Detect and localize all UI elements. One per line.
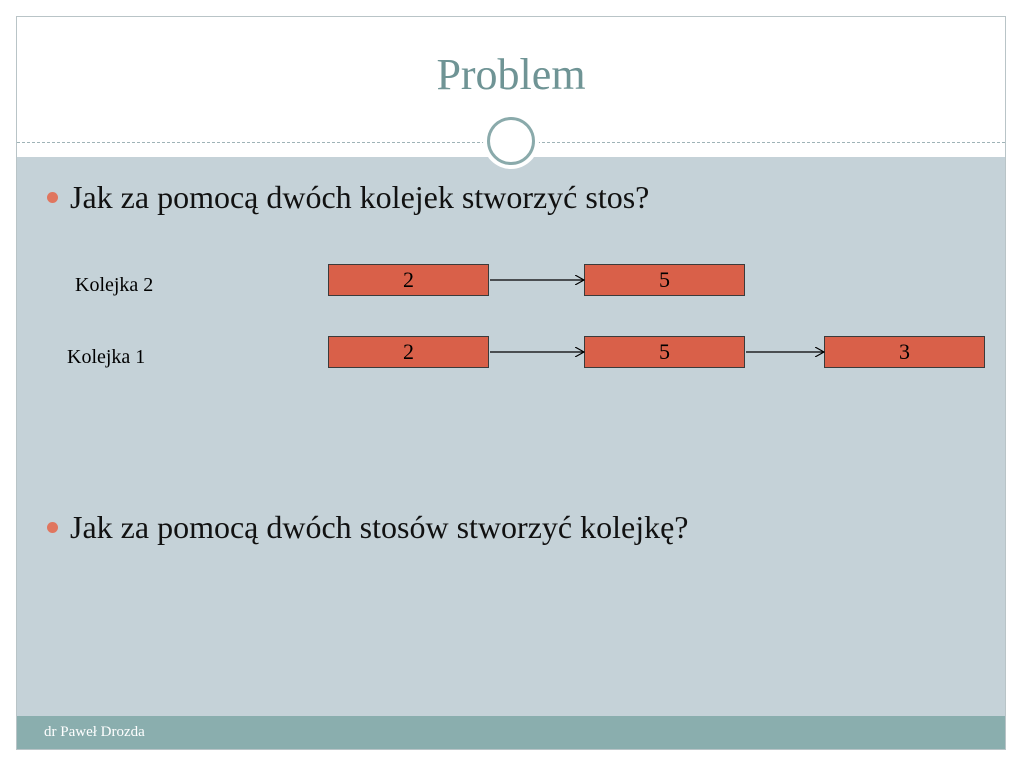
queue-1-node: 2 <box>328 336 489 368</box>
queue-1-node: 3 <box>824 336 985 368</box>
queue-label-kolejka-2: Kolejka 2 <box>75 274 154 296</box>
slide <box>16 16 1006 750</box>
content-area <box>17 157 1005 716</box>
circle-ornament-ring <box>487 117 535 165</box>
bullet-dot-icon <box>47 522 58 533</box>
queue-2-node: 2 <box>328 264 489 296</box>
footer-author: dr Paweł Drozda <box>44 724 145 740</box>
bullet-dot-icon <box>47 192 58 203</box>
queue-label-kolejka-1: Kolejka 1 <box>67 346 146 368</box>
bullet-item-2 <box>47 509 688 546</box>
queue-2-node: 5 <box>584 264 745 296</box>
circle-ornament-icon <box>483 113 539 169</box>
footer-bar <box>17 716 1005 749</box>
bullet-text: Jak za pomocą dwóch kolejek stworzyć stos? <box>70 179 650 215</box>
slide-title: Problem <box>436 50 586 99</box>
bullet-text: Jak za pomocą dwóch stosów stworzyć kolejkę? <box>70 509 689 545</box>
queue-1-node: 5 <box>584 336 745 368</box>
bullet-item-1 <box>47 179 649 216</box>
